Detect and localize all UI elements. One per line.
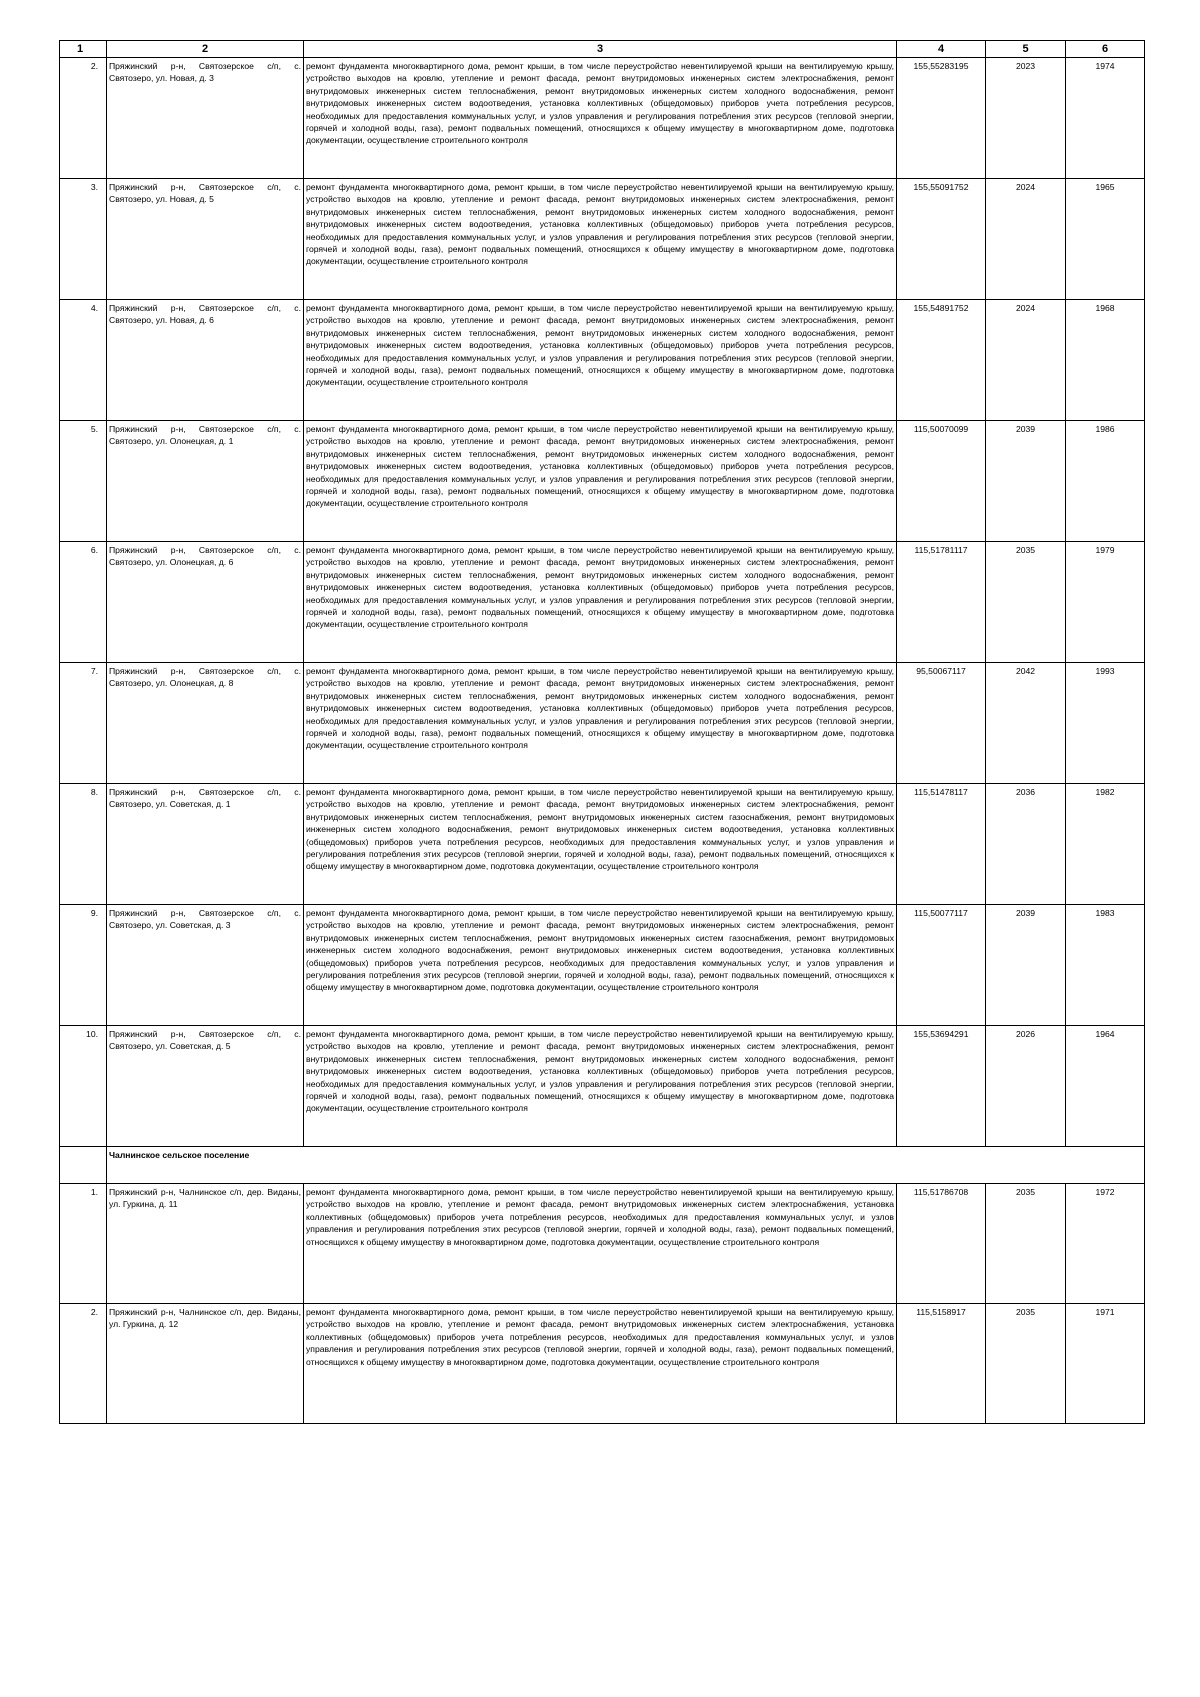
row-works: ремонт фундамента многоквартирного дома, ремонт крыши, в том числе переустройство невентилируемой крыши на вентилируемую крышу, устройство выходов на кровлю, утепление и ремонт фасада, ремонт внутридомовых инженерных систем электроснабжения, ремонт внутридомовых инженерных систем теплоснабжения, ремонт внутридомовых инженерных систем холодного водоснабжения, ремонт внутридомовых инженерных систем водоотведения, установка коллективных (общедомовых) приборов учета потребления ресурсов, необходимых для предоставления коммунальных услуг, и узлов управления и регулирования потребления этих ресурсов (тепловой энергии, горячей и холодной воды, газа), ремонт подвальных помещений, относящихся к общему имуществу в многоквартирном доме, подготовка документации, осуществление строительного контроля	[304, 300, 897, 421]
row-cost: 115,5158917	[897, 1304, 986, 1424]
row-built: 1993	[1066, 663, 1145, 784]
row-address: Пряжинский р-н, Святозерское с/п, с. Святозеро, ул. Советская, д. 3	[107, 905, 304, 1026]
row-works: ремонт фундамента многоквартирного дома, ремонт крыши, в том числе переустройство невентилируемой крыши на вентилируемую крышу, устройство выходов на кровлю, утепление и ремонт фасада, ремонт внутридомовых инженерных систем электроснабжения, ремонт внутридомовых инженерных систем теплоснабжения, ремонт внутридомовых инженерных систем холодного водоснабжения, ремонт внутридомовых инженерных систем водоотведения, установка коллективных (общедомовых) приборов учета потребления ресурсов, необходимых для предоставления коммунальных услуг, и узлов управления и регулирования потребления этих ресурсов (тепловой энергии, горячей и холодной воды, газа), ремонт подвальных помещений, относящихся к общему имуществу в многоквартирном доме, подготовка документации, осуществление строительного контроля	[304, 542, 897, 663]
row-built: 1986	[1066, 421, 1145, 542]
row-works: ремонт фундамента многоквартирного дома, ремонт крыши, в том числе переустройство невентилируемой крыши на вентилируемую крышу, устройство выходов на кровлю, утепление и ремонт фасада, ремонт внутридомовых инженерных систем электроснабжения, ремонт внутридомовых инженерных систем теплоснабжения, ремонт внутридомовых инженерных систем холодного водоснабжения, ремонт внутридомовых инженерных систем водоотведения, установка коллективных (общедомовых) приборов учета потребления ресурсов, необходимых для предоставления коммунальных услуг, и узлов управления и регулирования потребления этих ресурсов (тепловой энергии, горячей и холодной воды, газа), ремонт подвальных помещений, относящихся к общему имуществу в многоквартирном доме, подготовка документации, осуществление строительного контроля	[304, 58, 897, 179]
row-number: 6.	[60, 542, 107, 663]
row-works: ремонт фундамента многоквартирного дома, ремонт крыши, в том числе переустройство невентилируемой крыши на вентилируемую крышу, устройство выходов на кровлю, утепление и ремонт фасада, ремонт внутридомовых инженерных систем электроснабжения, установка коллективных (общедомовых) приборов учета потребления ресурсов, необходимых для предоставления коммунальных услуг, и узлов управления и регулирования потребления этих ресурсов (тепловой энергии, горячей и холодной воды, газа), ремонт подвальных помещений, относящихся к общему имуществу в многоквартирном доме, подготовка документации, осуществление строительного контроля	[304, 1184, 897, 1304]
table-row	[60, 300, 1145, 421]
row-year: 2036	[986, 784, 1066, 905]
row-address: Пряжинский р-н, Святозерское с/п, с. Святозеро, ул. Советская, д. 5	[107, 1026, 304, 1147]
row-cost: 115,50077117	[897, 905, 986, 1026]
section-title: Чалнинское сельское поселение	[107, 1147, 1145, 1184]
row-address: Пряжинский р-н, Святозерское с/п, с. Святозеро, ул. Советская, д. 1	[107, 784, 304, 905]
table-row	[60, 663, 1145, 784]
row-built: 1983	[1066, 905, 1145, 1026]
row-address: Пряжинский р-н, Святозерское с/п, с. Святозеро, ул. Новая, д. 6	[107, 300, 304, 421]
row-cost: 115,51478117	[897, 784, 986, 905]
row-works: ремонт фундамента многоквартирного дома, ремонт крыши, в том числе переустройство невентилируемой крыши на вентилируемую крышу, устройство выходов на кровлю, утепление и ремонт фасада, ремонт внутридомовых инженерных систем электроснабжения, ремонт внутридомовых инженерных систем теплоснабжения, ремонт внутридомовых инженерных систем холодного водоснабжения, ремонт внутридомовых инженерных систем водоотведения, установка коллективных (общедомовых) приборов учета потребления ресурсов, необходимых для предоставления коммунальных услуг, и узлов управления и регулирования потребления этих ресурсов (тепловой энергии, горячей и холодной воды, газа), ремонт подвальных помещений, относящихся к общему имуществу в многоквартирном доме, подготовка документации, осуществление строительного контроля	[304, 179, 897, 300]
row-built: 1982	[1066, 784, 1145, 905]
row-built: 1964	[1066, 1026, 1145, 1147]
row-address: Пряжинский р-н, Чалнинское с/п, дер. Виданы, ул. Гуркина, д. 12	[107, 1304, 304, 1424]
table-row	[60, 179, 1145, 300]
row-works: ремонт фундамента многоквартирного дома, ремонт крыши, в том числе переустройство невентилируемой крыши на вентилируемую крышу, устройство выходов на кровлю, утепление и ремонт фасада, ремонт внутридомовых инженерных систем электроснабжения, ремонт внутридомовых инженерных систем теплоснабжения, ремонт внутридомовых инженерных систем холодного водоснабжения, ремонт внутридомовых инженерных систем водоотведения, установка коллективных (общедомовых) приборов учета потребления ресурсов, необходимых для предоставления коммунальных услуг, и узлов управления и регулирования потребления этих ресурсов (тепловой энергии, горячей и холодной воды, газа), ремонт подвальных помещений, относящихся к общему имуществу в многоквартирном доме, подготовка документации, осуществление строительного контроля	[304, 1026, 897, 1147]
row-year: 2035	[986, 1184, 1066, 1304]
row-cost: 95,50067117	[897, 663, 986, 784]
row-built: 1965	[1066, 179, 1145, 300]
row-cost: 115,51786708	[897, 1184, 986, 1304]
row-cost: 155,55283195	[897, 58, 986, 179]
table-row	[60, 58, 1145, 179]
row-year: 2042	[986, 663, 1066, 784]
row-address: Пряжинский р-н, Святозерское с/п, с. Святозеро, ул. Новая, д. 3	[107, 58, 304, 179]
row-works: ремонт фундамента многоквартирного дома, ремонт крыши, в том числе переустройство невентилируемой крыши на вентилируемую крышу, устройство выходов на кровлю, утепление и ремонт фасада, ремонт внутридомовых инженерных систем электроснабжения, ремонт внутридомовых инженерных систем теплоснабжения, ремонт внутридомовых инженерных систем газоснабжения, ремонт внутридомовых инженерных систем холодного водоснабжения, ремонт внутридомовых инженерных систем водоотведения, установка коллективных (общедомовых) приборов учета потребления ресурсов, необходимых для предоставления коммунальных услуг, и узлов управления и регулирования потребления этих ресурсов (тепловой энергии, горячей и холодной воды, газа), ремонт подвальных помещений, относящихся к общему имуществу в многоквартирном доме, подготовка документации, осуществление строительного контроля	[304, 784, 897, 905]
row-number: 3.	[60, 179, 107, 300]
column-header-1: 1	[60, 41, 107, 58]
table-row	[60, 905, 1145, 1026]
row-built: 1968	[1066, 300, 1145, 421]
row-built: 1972	[1066, 1184, 1145, 1304]
row-year: 2039	[986, 905, 1066, 1026]
row-built: 1979	[1066, 542, 1145, 663]
row-number: 1.	[60, 1184, 107, 1304]
row-number: 7.	[60, 663, 107, 784]
row-cost: 155,54891752	[897, 300, 986, 421]
column-header-4: 4	[897, 41, 986, 58]
row-number: 10.	[60, 1026, 107, 1147]
row-address: Пряжинский р-н, Святозерское с/п, с. Святозеро, ул. Новая, д. 5	[107, 179, 304, 300]
row-works: ремонт фундамента многоквартирного дома, ремонт крыши, в том числе переустройство невентилируемой крыши на вентилируемую крышу, устройство выходов на кровлю, утепление и ремонт фасада, ремонт внутридомовых инженерных систем электроснабжения, ремонт внутридомовых инженерных систем теплоснабжения, ремонт внутридомовых инженерных систем холодного водоснабжения, ремонт внутридомовых инженерных систем водоотведения, установка коллективных (общедомовых) приборов учета потребления ресурсов, необходимых для предоставления коммунальных услуг, и узлов управления и регулирования потребления этих ресурсов (тепловой энергии, горячей и холодной воды, газа), ремонт подвальных помещений, относящихся к общему имуществу в многоквартирном доме, подготовка документации, осуществление строительного контроля	[304, 663, 897, 784]
table-row	[60, 1184, 1145, 1304]
program-table	[59, 40, 1145, 1424]
column-header-2: 2	[107, 41, 304, 58]
row-year: 2026	[986, 1026, 1066, 1147]
header-row	[60, 41, 1145, 58]
row-works: ремонт фундамента многоквартирного дома, ремонт крыши, в том числе переустройство невентилируемой крыши на вентилируемую крышу, устройство выходов на кровлю, утепление и ремонт фасада, ремонт внутридомовых инженерных систем электроснабжения, ремонт внутридомовых инженерных систем теплоснабжения, ремонт внутридомовых инженерных систем холодного водоснабжения, ремонт внутридомовых инженерных систем водоотведения, установка коллективных (общедомовых) приборов учета потребления ресурсов, необходимых для предоставления коммунальных услуг, и узлов управления и регулирования потребления этих ресурсов (тепловой энергии, горячей и холодной воды, газа), ремонт подвальных помещений, относящихся к общему имуществу в многоквартирном доме, подготовка документации, осуществление строительного контроля	[304, 421, 897, 542]
table-row	[60, 1304, 1145, 1424]
row-cost: 115,51781117	[897, 542, 986, 663]
row-year: 2035	[986, 1304, 1066, 1424]
column-header-6: 6	[1066, 41, 1145, 58]
row-year: 2024	[986, 300, 1066, 421]
table-row	[60, 1026, 1145, 1147]
row-works: ремонт фундамента многоквартирного дома, ремонт крыши, в том числе переустройство невентилируемой крыши на вентилируемую крышу, устройство выходов на кровлю, утепление и ремонт фасада, ремонт внутридомовых инженерных систем электроснабжения, установка коллективных (общедомовых) приборов учета потребления ресурсов, необходимых для предоставления коммунальных услуг, и узлов управления и регулирования потребления этих ресурсов (тепловой энергии, горячей и холодной воды, газа), ремонт подвальных помещений, относящихся к общему имуществу в многоквартирном доме, подготовка документации, осуществление строительного контроля	[304, 1304, 897, 1424]
row-number: 4.	[60, 300, 107, 421]
row-year: 2023	[986, 58, 1066, 179]
row-year: 2039	[986, 421, 1066, 542]
column-header-5: 5	[986, 41, 1066, 58]
row-address: Пряжинский р-н, Святозерское с/п, с. Святозеро, ул. Олонецкая, д. 1	[107, 421, 304, 542]
row-cost: 155,53694291	[897, 1026, 986, 1147]
table-row	[60, 421, 1145, 542]
row-built: 1974	[1066, 58, 1145, 179]
section-empty-cell	[60, 1147, 107, 1184]
row-address: Пряжинский р-н, Святозерское с/п, с. Святозеро, ул. Олонецкая, д. 8	[107, 663, 304, 784]
row-number: 5.	[60, 421, 107, 542]
row-built: 1971	[1066, 1304, 1145, 1424]
column-header-3: 3	[304, 41, 897, 58]
row-works: ремонт фундамента многоквартирного дома, ремонт крыши, в том числе переустройство невентилируемой крыши на вентилируемую крышу, устройство выходов на кровлю, утепление и ремонт фасада, ремонт внутридомовых инженерных систем электроснабжения, ремонт внутридомовых инженерных систем теплоснабжения, ремонт внутридомовых инженерных систем газоснабжения, ремонт внутридомовых инженерных систем холодного водоснабжения, ремонт внутридомовых инженерных систем водоотведения, установка коллективных (общедомовых) приборов учета потребления ресурсов, необходимых для предоставления коммунальных услуг, и узлов управления и регулирования потребления этих ресурсов (тепловой энергии, горячей и холодной воды, газа), ремонт подвальных помещений, относящихся к общему имуществу в многоквартирном доме, подготовка документации, осуществление строительного контроля	[304, 905, 897, 1026]
table-row	[60, 542, 1145, 663]
section-row	[60, 1147, 1145, 1184]
row-number: 9.	[60, 905, 107, 1026]
row-number: 8.	[60, 784, 107, 905]
table-row	[60, 784, 1145, 905]
row-address: Пряжинский р-н, Святозерское с/п, с. Святозеро, ул. Олонецкая, д. 6	[107, 542, 304, 663]
row-cost: 155,55091752	[897, 179, 986, 300]
row-number: 2.	[60, 58, 107, 179]
row-cost: 115,50070099	[897, 421, 986, 542]
row-year: 2024	[986, 179, 1066, 300]
row-year: 2035	[986, 542, 1066, 663]
row-number: 2.	[60, 1304, 107, 1424]
row-address: Пряжинский р-н, Чалнинское с/п, дер. Виданы, ул. Гуркина, д. 11	[107, 1184, 304, 1304]
